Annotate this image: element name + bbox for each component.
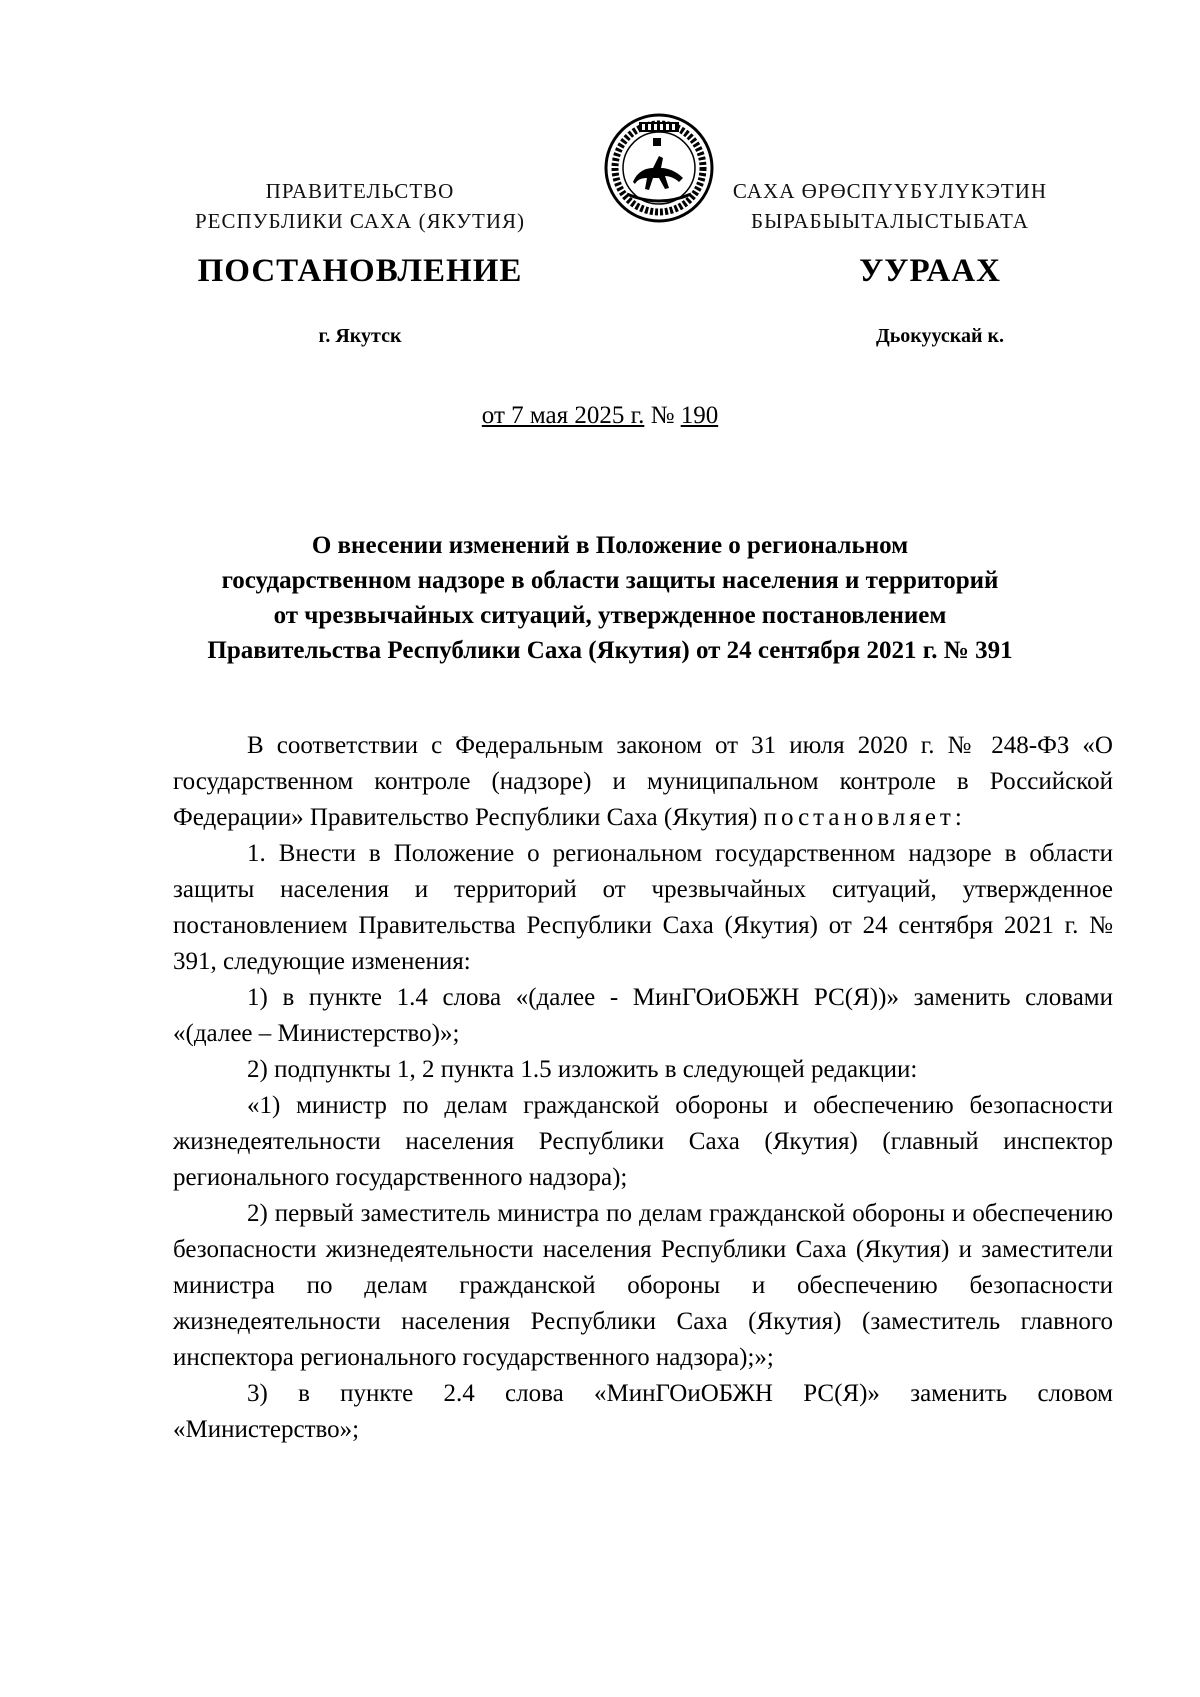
paragraph-subitem-1: 1) в пункте 1.4 слова «(далее - МинГОиОБЖН РС(Я))» заменить словами «(далее – Министерство)»; <box>173 984 1113 1047</box>
title-line4: Правительства Республики Саха (Якутия) от 24 сентября 2021 г. № 391 <box>207 637 1013 664</box>
decree-word: постановляет: <box>763 804 966 831</box>
city-yakut: Дьокуускай к. <box>875 325 1005 347</box>
preamble-text: В соответствии с Федеральным законом от 31 июля 2020 г. № 248-ФЗ «О государственном контроле (надзоре) и муниципальном контроле в Российской Федерации» Правительство Республики Саха (Якутия) <box>173 732 1113 831</box>
header-right-line2: БЫРАБЫЫТАЛЫСТЫБАТА <box>751 209 1029 233</box>
paragraph-quote-1: «1) министр по делам гражданской обороны и обеспечению безопасности жизнедеятельности населения Республики Саха (Якутия) (главный инспектор регионального государственного надзора); <box>173 1092 1113 1191</box>
document-body <box>173 728 1113 1448</box>
paragraph-subitem-3: 3) в пункте 2.4 слова «МинГОиОБЖН РС(Я)» заменить словом «Министерство»; <box>173 1380 1113 1443</box>
header-left-line2: РЕСПУБЛИКИ САХА (ЯКУТИЯ) <box>194 209 526 233</box>
decree-date: от 7 мая 2025 г. <box>481 402 645 429</box>
header-left-line1: ПРАВИТЕЛЬСТВО <box>265 179 455 203</box>
paragraph-quote-2: 2) первый заместитель министра по делам гражданской обороны и обеспечению безопасности жизнедеятельности населения Республики Саха (Якутия) и заместители министра по делам гражданской обороны и обеспечению безопасности жизнедеятельности населения Республики Саха (Якутия) (заместитель главного инспектора регионального государственного надзора);»; <box>173 1200 1113 1371</box>
city-russian: г. Якутск <box>318 325 402 347</box>
title-line2: государственном надзоре в области защиты населения и территорий <box>221 567 999 594</box>
title-line1: О внесении изменений в Положение о региональном <box>311 532 909 559</box>
header-right <box>680 176 1100 236</box>
decree-number: 190 <box>680 402 719 429</box>
paragraph-item-1: 1. Внести в Положение о региональном государственном надзоре в области защиты населения и территорий от чрезвычайных ситуаций, утвержденное постановлением Правительства Республики Саха (Якутия) от 24 сентября 2021 г. № 391, следующие изменения: <box>173 840 1113 975</box>
number-sign: № <box>644 402 681 429</box>
document-title <box>150 528 1070 668</box>
title-line3: от чрезвычайных ситуаций, утвержденное постановлением <box>273 602 947 629</box>
doc-type-russian: ПОСТАНОВЛЕНИЕ <box>197 253 523 289</box>
paragraph-preamble <box>173 728 1113 836</box>
header-right-line1: САХА ӨРӨСПҮҮБҮЛҮКЭТИН <box>732 179 1048 203</box>
doc-type-yakut: УУРААХ <box>859 253 1001 289</box>
decree-date-line <box>0 402 1200 430</box>
paragraph-subitem-2: 2) подпункты 1, 2 пункта 1.5 изложить в следующей редакции: <box>247 1056 918 1083</box>
header-left <box>150 176 570 236</box>
